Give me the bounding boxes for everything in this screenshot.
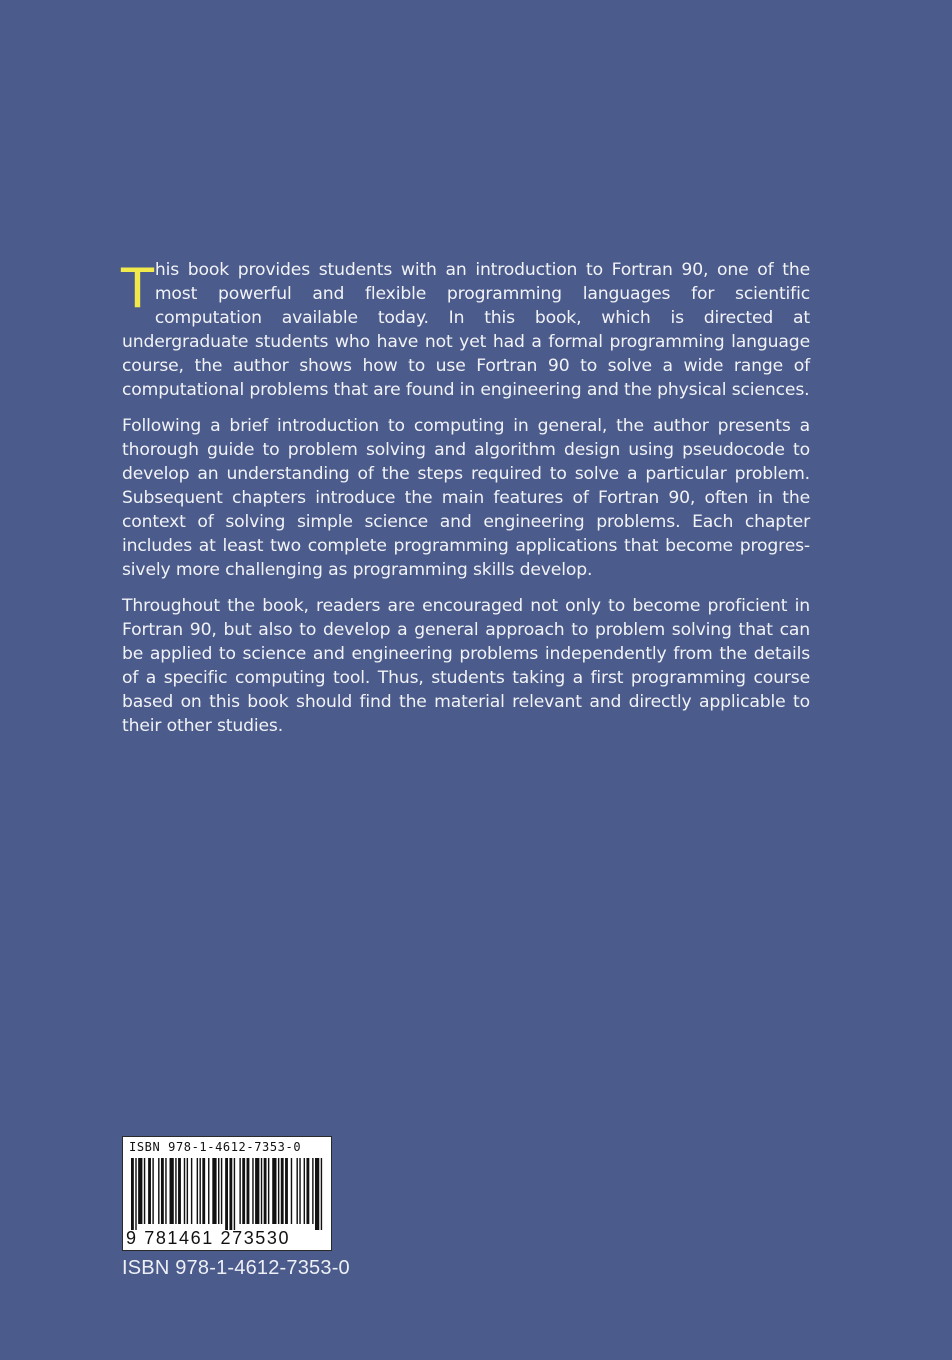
barcode-bar [187,1158,188,1224]
barcode-bar [272,1158,276,1224]
barcode-bar [161,1158,164,1224]
isbn-number: ISBN 978-1-4612-7353-0 [122,1257,350,1279]
barcode-bar [184,1158,185,1224]
blurb-paragraph-2: Following a brief introduction to computing in general, the author presents a thorough guide to problem solving and algorithm design using pseudocode to develop an understanding of the steps required to solve a particular problem. Subsequent chapters introduce the main features of Fortran 90, often in the context of solving simple science and engineering problems. Each chapter includes at least two complete programming applications that become progres-sively more challenging as programming skills develop. [122,416,810,580]
barcode-bar [131,1158,134,1230]
barcode-bar [299,1158,300,1224]
barcode-bar [148,1158,151,1224]
barcode-bar [165,1158,166,1224]
barcode-bar [234,1158,235,1230]
blurb-paragraph-1-text: his book provides students with an introduction to Fortran 90, one of the most powerful and flexible programming languages for scientific computation available today. In this book, which is directed at undergraduate students who have not yet had a formal programming language course, the author shows how to use Fortran 90 to solve a wide range of computational problems that are found in engineering and the physical sciences. [122,260,810,400]
blurb-paragraph-3: Throughout the book, readers are encouraged not only to become proficient in Fortran 90, but also to develop a general approach to problem solving that can be applied to science and engineering problems independently from the details of a specific computing tool. Thus, students taking a first programming course based on this book should find the material relevant and directly applicable to their other studies. [122,596,810,736]
drop-cap-letter: T [121,257,154,320]
barcode-bar [218,1158,219,1224]
isbn-barcode [122,1136,332,1251]
barcode-bar [255,1158,259,1224]
barcode-bar [135,1158,136,1230]
barcode-bar [221,1158,222,1224]
barcode-bar [199,1158,200,1224]
barcode-isbn-label: ISBN 978-1-4612-7353-0 [129,1140,302,1154]
barcode-bar [197,1158,198,1224]
barcode-bar [281,1158,284,1224]
barcode-bar [212,1158,216,1224]
barcode-bar [229,1158,232,1230]
barcode-bar [315,1158,319,1230]
barcode-bar [291,1158,292,1224]
barcode-bars [131,1158,325,1230]
barcode-bar [247,1158,250,1224]
barcode-bar [138,1158,142,1224]
barcode-bar [152,1158,153,1224]
barcode-bar [296,1158,297,1224]
barcode-bar [261,1158,262,1224]
barcode-bar [170,1158,174,1224]
barcode-bar [239,1158,240,1224]
barcode-bar [312,1158,313,1224]
barcode-bar [191,1158,192,1224]
barcode-bar [242,1158,245,1224]
barcode-bar [278,1158,279,1224]
barcode-bar [304,1158,305,1224]
barcode-bar [268,1158,269,1224]
barcode-bar [252,1158,253,1224]
barcode-bar [285,1158,288,1224]
barcode-bar [264,1158,267,1224]
barcode-bar [208,1158,209,1224]
barcode-bar [321,1158,322,1230]
barcode-digits: 9 781461 273530 [126,1228,291,1248]
back-cover-blurb [122,258,810,750]
barcode-bar [158,1158,159,1224]
barcode-bar [144,1158,145,1224]
barcode-bar [175,1158,176,1224]
barcode-bar [306,1158,309,1224]
barcode-bar [202,1158,205,1224]
barcode-bar [225,1158,228,1230]
blurb-paragraph-1 [122,258,810,402]
barcode-bar [178,1158,181,1224]
